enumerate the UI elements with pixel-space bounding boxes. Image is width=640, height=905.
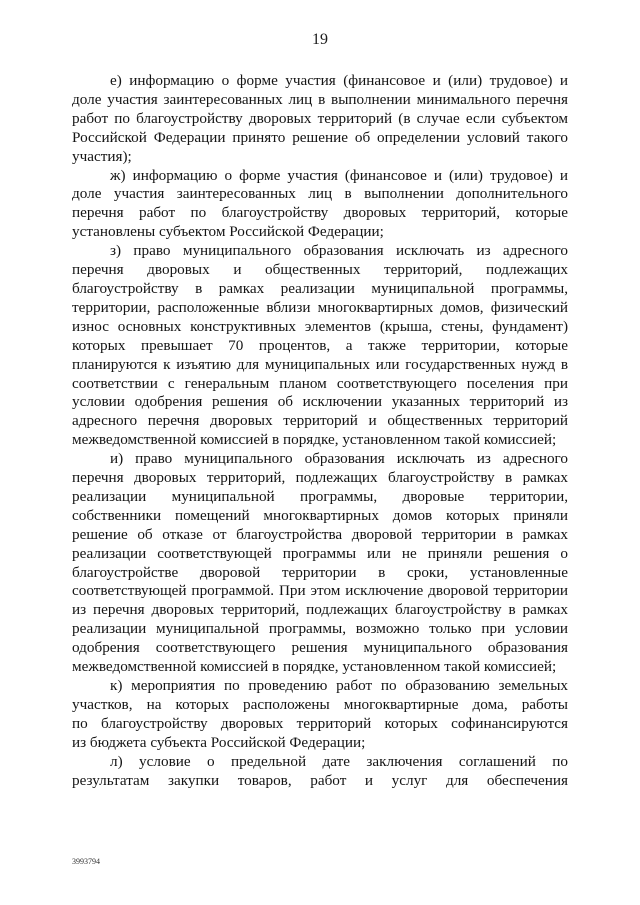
paragraph-k <box>72 677 568 753</box>
page-number: 19 <box>312 31 328 48</box>
text-line: адресного перечня дворовых территорий и общественных территорий <box>72 412 568 430</box>
text-line: доле участия заинтересованных лиц в выполнении минимального перечня <box>72 90 568 108</box>
paragraph-i <box>72 450 568 677</box>
text-line: территории, расположенные вблизи многоквартирных домов, физический <box>72 298 568 316</box>
text-line: участия); <box>72 147 132 165</box>
text-line: ж) информацию о форме участия (финансовое и (или) трудовое) и <box>110 166 568 184</box>
text-line: планируются к изъятию для муниципальных или государственных нужд в <box>72 355 568 373</box>
text-line: реализации соответствующей программы или не приняли решения о <box>72 544 568 562</box>
text-line: к) мероприятия по проведению работ по образованию земельных <box>110 677 568 694</box>
text-line: Российской Федерации принято решение об определении условий такого <box>72 128 568 146</box>
text-line: участков, на которых расположены многоквартирные дома, работы <box>72 695 568 713</box>
text-line: одобрения соответствующего решения муниципального образования <box>72 639 568 657</box>
text-line: результатам закупки товаров, работ и услуг для обеспечения <box>72 771 568 789</box>
text-line: межведомственной комиссией в порядке, установленном такой комиссией; <box>72 431 557 449</box>
text-line: перечня дворовых территорий, подлежащих благоустройству в рамках <box>72 469 568 487</box>
text-line: соответствии с генеральным планом соответствующего поселения при <box>72 374 568 392</box>
text-line: собственники помещений многоквартирных домов которых приняли <box>72 506 568 524</box>
paragraph-e <box>72 72 568 167</box>
text-line: и) право муниципального образования исключать из адресного <box>110 450 568 468</box>
text-line: из бюджета субъекта Российской Федерации; <box>72 733 366 751</box>
text-line: л) условие о предельной дате заключения соглашений по <box>110 752 568 770</box>
text-line: износ основных конструктивных элементов (крыша, стены, фундамент) <box>72 317 568 335</box>
paragraph-zh <box>72 167 568 243</box>
text-line: соответствующей программой. При этом исключение дворовой территории <box>72 582 568 600</box>
text-line: установлены субъектом Российской Федерации; <box>72 223 384 241</box>
document-body <box>72 72 568 790</box>
text-line: доле участия заинтересованных лиц в выполнении дополнительного <box>72 185 568 203</box>
text-line: перечня работ по благоустройству дворовых территорий, которые <box>72 204 568 222</box>
text-line: благоустройству в рамках реализации муниципальной программы, <box>72 279 568 297</box>
text-line: которых превышает 70 процентов, а также территории, которые <box>72 336 568 354</box>
paragraph-z <box>72 242 568 450</box>
text-line: реализации муниципальной программы, возможно только при условии <box>72 620 568 638</box>
text-line: решение об отказе от благоустройства дворовой территории в рамках <box>72 525 568 543</box>
text-line: условии одобрения решения об исключении указанных территорий из <box>72 393 568 411</box>
paragraph-l <box>72 753 568 791</box>
text-line: реализации муниципальной программы, дворовые территории, <box>72 487 568 505</box>
text-line: з) право муниципального образования исключать из адресного <box>110 242 568 260</box>
text-line: по благоустройству дворовых территорий которых софинансируются <box>72 714 568 732</box>
document-code: 3993794 <box>72 857 100 866</box>
text-line: перечня дворовых и общественных территорий, подлежащих <box>72 261 568 279</box>
text-line: работ по благоустройству дворовых территорий (в случае если субъектом <box>72 109 568 127</box>
text-line: межведомственной комиссией в порядке, установленном такой комиссией; <box>72 658 557 676</box>
text-line: благоустройстве дворовой территории в сроки, установленные <box>72 563 568 581</box>
text-line: из перечня дворовых территорий, подлежащих благоустройству в рамках <box>72 601 568 619</box>
text-line: е) информацию о форме участия (финансовое и (или) трудовое) и <box>110 72 568 89</box>
